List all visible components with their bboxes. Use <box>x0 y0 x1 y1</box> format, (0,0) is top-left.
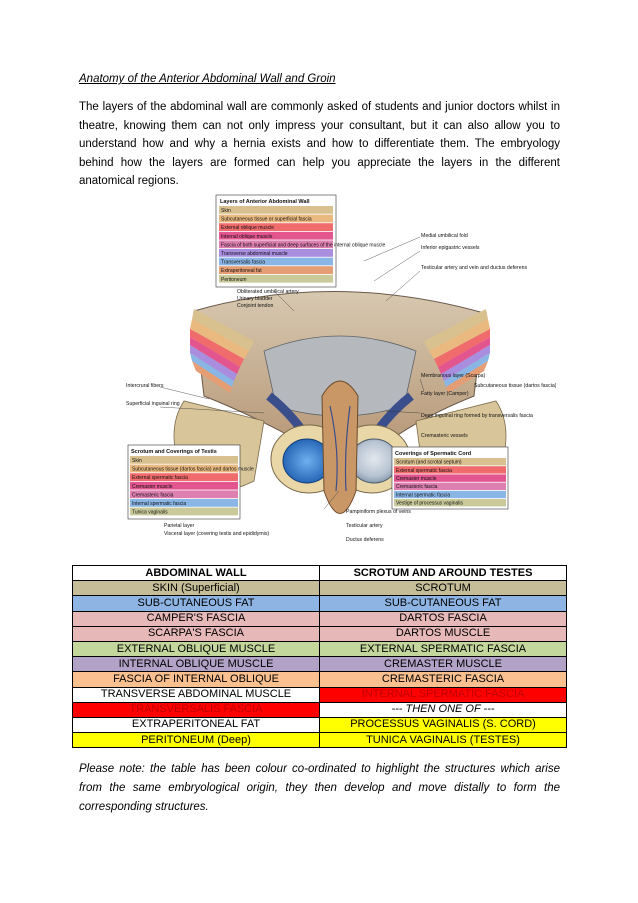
scrotum-cell: DARTOS MUSCLE <box>320 626 567 641</box>
table-row <box>73 702 567 717</box>
table-row <box>73 581 567 596</box>
abdominal-layer-item: Transverse abdominal muscle <box>221 251 288 257</box>
abdominal-layer-item: Skin <box>221 208 231 214</box>
label-inferior-epigastric: Inferior epigastric vessels <box>421 245 480 251</box>
abdominal-wall-cell: SCARPA'S FASCIA <box>73 626 320 641</box>
abdominal-wall-cell: CAMPER'S FASCIA <box>73 611 320 626</box>
label-urinary-bladder: Urinary bladder <box>237 296 273 302</box>
label-membranous-layer: Membranous layer (Scarpa) <box>421 373 486 379</box>
scrotum-cell: TUNICA VAGINALIS (TESTES) <box>320 733 567 748</box>
label-pampiniform: Pampiniform plexus of veins <box>346 509 411 515</box>
cord-layer-item: Internal spermatic fascia <box>396 492 451 499</box>
abdominal-wall-cell: PERITONEUM (Deep) <box>73 733 320 748</box>
abdominal-layer-item: Subcutaneous tissue or superficial fascia <box>221 216 312 223</box>
cord-layer-item: Cremasteric fascia <box>396 484 438 491</box>
anatomy-illustration <box>124 191 556 548</box>
label-testicular-artery-vein: Testicular artery and vein and ductus deferens <box>421 265 528 271</box>
abdominal-wall-cell: TRANSVERSE ABDOMINAL MUSCLE <box>73 687 320 702</box>
scrotum-cell: SUB-CUTANEOUS FAT <box>320 596 567 611</box>
abdominal-layers-legend <box>216 195 385 287</box>
abdominal-wall-cell: SUB-CUTANEOUS FAT <box>73 596 320 611</box>
scrotum-legend-heading: Scrotum and Coverings of Testis <box>131 449 217 455</box>
scrotum-cell: CREMASTERIC FASCIA <box>320 672 567 687</box>
table-row <box>73 611 567 626</box>
cord-layer-item: Cremaster muscle <box>396 476 437 482</box>
abdominal-layers-legend-heading: Layers of Anterior Abdominal Wall <box>220 199 310 205</box>
abdominal-layer-item: Transversalis fascia <box>221 259 265 266</box>
label-conjoint-tendon: Conjoint tendon <box>237 303 274 309</box>
label-intercrural: Intercrural fibers <box>126 383 164 389</box>
label-subcutaneous-tissue: Subcutaneous tissue (dartos fascia) <box>474 383 556 389</box>
label-deep-ring: Deep inguinal ring formed by transversalis fascia <box>421 413 533 419</box>
penis-shape <box>322 381 358 514</box>
scrotum-layer-item: Cremasteric fascia <box>132 492 174 499</box>
layers-table <box>72 565 567 748</box>
anatomy-figure <box>124 191 556 548</box>
abdominal-wall-cell: SKIN (Superficial) <box>73 581 320 596</box>
scrotum-cell: INTERNAL SPERMATIC FASCIA <box>320 687 567 702</box>
label-fatty-layer: Fatty layer (Camper) <box>421 391 469 397</box>
scrotum-layer-item: External spermatic fascia <box>132 475 188 482</box>
label-obliterated-umbilical: Obliterated umbilical artery <box>237 289 299 295</box>
scrotum-layer-item: Internal spermatic fascia <box>132 501 187 507</box>
abdominal-layer-item: Internal oblique muscle <box>221 233 273 240</box>
scrotum-layer-item: Tunica vaginalis <box>132 509 168 516</box>
page-title: Anatomy of the Anterior Abdominal Wall and Groin <box>79 73 336 85</box>
intro-paragraph: The layers of the abdominal wall are commonly asked of students and junior doctors whilst in theatre, knowing them can not only impress your consultant, but it can also allow you to understand how and why a hernia exists and how to differentiate them. The embryology behind how the layers are formed can help you appreciate the layers in the different anatomical regions. <box>79 101 560 188</box>
abdominal-layer-item: Extraperitoneal fat <box>221 268 262 275</box>
scrotum-cell: PROCESSUS VAGINALIS (S. CORD) <box>320 717 567 732</box>
table-row <box>73 626 567 641</box>
table-row <box>73 657 567 672</box>
scrotum-layer-swatch <box>130 456 238 464</box>
abdominal-wall-cell: INTERNAL OBLIQUE MUSCLE <box>73 657 320 672</box>
label-superficial-ring: Superficial inguinal ring <box>126 401 180 407</box>
table-row <box>73 687 567 702</box>
cord-legend-heading: Coverings of Spermatic Cord <box>395 451 472 457</box>
cord-layer-item: Scrotum (and scrotal septum) <box>396 459 462 466</box>
scrotum-cell: EXTERNAL SPERMATIC FASCIA <box>320 641 567 656</box>
abdominal-layer-item: Peritoneum <box>221 276 247 283</box>
label-parietal-layer: Parietal layer <box>164 523 195 529</box>
abdominal-wall-cell: EXTERNAL OBLIQUE MUSCLE <box>73 641 320 656</box>
label-ductus-deferens: Ductus deferens <box>346 537 384 543</box>
abdominal-layer-item: Fascia of both superficial and deep surfaces of the internal oblique muscle <box>221 242 386 249</box>
cord-layer-item: External spermatic fascia <box>396 467 452 474</box>
table-row <box>73 672 567 687</box>
table-row <box>73 717 567 732</box>
scrotum-layer-item: Subcutaneous tissue (dartos fascia) and dartos muscle <box>132 466 254 473</box>
scrotum-cell: SCROTUM <box>320 581 567 596</box>
table-row <box>73 596 567 611</box>
label-medial-umbilical-fold: Medial umbilical fold <box>421 233 468 239</box>
abdominal-layer-swatch <box>219 206 333 214</box>
scrotum-legend <box>128 445 254 519</box>
label-visceral-layer: Visceral layer (covering testis and epididymis) <box>164 531 270 537</box>
label-testicular-artery: Testicular artery <box>346 523 383 529</box>
abdominal-wall-cell: TRANSVERSALIS FASCIA <box>73 702 320 717</box>
scrotum-layer-item: Cremaster muscle <box>132 483 173 490</box>
table-header-row <box>73 566 567 581</box>
header-scrotum: SCROTUM AND AROUND TESTES <box>320 566 567 581</box>
abdominal-wall-cell: FASCIA OF INTERNAL OBLIQUE <box>73 672 320 687</box>
footnote: Please note: the table has been colour co-ordinated to highlight the structures which arise from the same embryological origin, they then develop and move distally to form the corresponding structures. <box>79 763 560 813</box>
cord-legend <box>392 447 508 509</box>
header-abdominal-wall: ABDOMINAL WALL <box>73 566 320 581</box>
scrotum-cell: DARTOS FASCIA <box>320 611 567 626</box>
table-row <box>73 641 567 656</box>
table-row <box>73 733 567 748</box>
cord-layer-item: Vestige of processus vaginalis <box>396 500 463 507</box>
abdominal-wall-cell: EXTRAPERITONEAL FAT <box>73 717 320 732</box>
scrotum-layer-item: Skin <box>132 458 142 464</box>
abdominal-layer-item: External oblique muscle <box>221 225 275 232</box>
label-cremasteric-vessels: Cremasteric vessels <box>421 433 468 439</box>
scrotum-cell: --- THEN ONE OF --- <box>320 702 567 717</box>
scrotum-cell: CREMASTER MUSCLE <box>320 657 567 672</box>
